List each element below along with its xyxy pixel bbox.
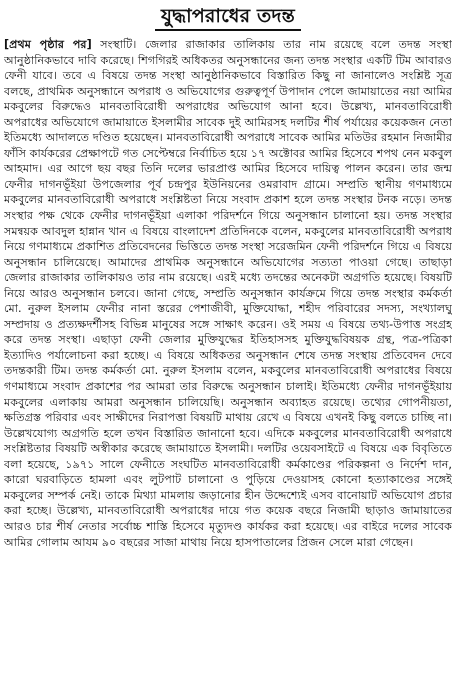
headline (4, 4, 452, 31)
article-body (4, 37, 452, 550)
news-clipping (4, 4, 452, 686)
headline-text: যুদ্ধাপরাধের তদন্ত (155, 4, 301, 31)
article-text: সংস্থাটি। জেলার রাজাকার তালিকায় তার নাম রয়েছে বলে তদন্ত সংস্থা আনুষ্ঠানিকভাবে দাবি করেছে। শিগগিরই অধিকতর অনুসন্ধানের জন্য তদন্ত সংস্থার একটি টিম আবারও ফেনী যাবে। তবে এ বিষয়ে তদন্ত সংস্থা আনুষ্ঠানিকভাবে বিস্তারিত কিছু না জানালেও সংশ্লিষ্ট সূত্র বলছে, প্রাথমিক অনুসন্ধানে অপরাধ ও অভিযোগের গুরুত্বপূর্ণ উপাদান পেলে জামায়াতের নয়া আমির মকবুলের বিরুদ্ধেও মানবতাবিরোধী অপরাধের অভিযোগ আনা হবে। উল্লেখ্য, মানবতাবিরোধী অপরাধের অভিযোগে জামায়াতে ইসলামীর সাবেক দুই আমিরসহ দলটির শীর্ষ পর্যায়ের কয়েকজন নেতা ইতিমধ্যে আদালতে দণ্ডিত হয়েছেন। মানবতাবিরোধী অপরাধে সাবেক আমির মতিউর রহমান নিজামীর ফাঁসি কার্যকরের প্রেক্ষাপটে গত সেপ্টেম্বরে নির্বাচিত হয়ে ১৭ অক্টোবর আমির হিসেবে শপথ নেন মকবুল আহমাদ। এর আগে ছয় বছর তিনি দলের ভারপ্রাপ্ত আমির হিসেবে দায়িত্ব পালন করেন। তার জন্ম ফেনীর দাগনভূঁইয়া উপজেলার পূর্ব চন্দ্রপুর ইউনিয়নের ওমরাবাদ গ্রামে। সম্প্রতি স্থানীয় গণমাধ্যমে মকবুলের মানবতাবিরোধী অপরাধে সংশ্লিষ্টতা নিয়ে সংবাদ প্রকাশ হলে তদন্ত সংস্থার টনক নড়ে। তদন্ত সংস্থার পক্ষ থেকে ফেনীর দাগনভূঁইয়া এলাকা পরিদর্শনে গিয়ে অনুসন্ধান চালানো হয়। তদন্ত সংস্থার সমন্বয়ক আবদুল হান্নান খান এ বিষয়ে বাংলাদেশ প্রতিদিনকে বলেন, মকবুলের মানবতাবিরোধী অপরাধ নিয়ে গণমাধ্যমে প্রকাশিত প্রতিবেদনের ভিত্তিতে তদন্ত সংস্থা সরেজমিন ফেনী পরিদর্শনে গিয়ে এ বিষয়ে অনুসন্ধান চালিয়েছে। আমাদের প্রাথমিক অনুসন্ধানে অভিযোগের সত্যতা পাওয়া গেছে। তাছাড়া জেলার রাজাকার তালিকায়ও তার নাম রয়েছে। এরই মধ্যে তদন্তের অনেকটা অগ্রগতি হয়েছে। বিষয়টি নিয়ে আরও অনুসন্ধান চলবে। জানা গেছে, সম্প্রতি অনুসন্ধান কার্যক্রমে গিয়ে তদন্ত সংস্থার কর্মকর্তা মো. নুরুল ইসলাম ফেনীর নানা স্তরের পেশাজীবী, মুক্তিযোদ্ধা, শহীদ পরিবারের সদস্য, সংখ্যালঘু সম্প্রদায় ও প্রত্যক্ষদর্শীসহ বিভিন্ন মানুষের সঙ্গে সাক্ষাৎ করেন। ওই সময় এ বিষয়ে তথ্য-উপাত্ত সংগ্রহ করে তদন্ত সংস্থা। এছাড়া ফেনী জেলার মুক্তিযুদ্ধের ইতিহাসসহ মুক্তিযুদ্ধবিষয়ক গ্রন্থ, পত্র-পত্রিকা ইত্যাদিও পর্যালোচনা করা হচ্ছে। এ বিষয়ে অধিকতর অনুসন্ধান শেষে তদন্ত সংস্থায় প্রতিবেদন দেবে তদন্তকারী টিম। তদন্ত কর্মকর্তা মো. নুরুল ইসলাম বলেন, মকবুলের মানবতাবিরোধী অপরাধের বিষয়ে গণমাধ্যমে সংবাদ প্রকাশের পর আমরা তার বিরুদ্ধে অনুসন্ধান চালাই। ইতিমধ্যে ফেনীর দাগনভূঁইয়ায় মকবুলের এলাকায় আমরা অনুসন্ধান চালিয়েছি। অনুসন্ধান অব্যাহত রয়েছে। তথ্যের গোপনীয়তা, ক্ষতিগ্রস্ত পরিবার এবং সাক্ষীদের নিরাপত্তা বিষয়টি মাথায় রেখে এ বিষয়ে এখনই কিছু বলতে চাচ্ছি না। উল্লেখযোগ্য অগ্রগতি হলে তখন বিস্তারিত জানানো হবে। এদিকে মকবুলের মানবতাবিরোধী অপরাধে সংশ্লিষ্টতার বিষয়টি অস্বীকার করেছে জামায়াতে ইসলামী। দলটির ওয়েবসাইটে এ বিষয়ে এক বিবৃতিতে বলা হয়েছে, ১৯৭১ সালে ফেনীতে সংঘটিত মানবতাবিরোধী কর্মকাণ্ডের পরিকল্পনা ও নির্দেশ দান, কারো ঘরবাড়িতে হামলা এবং লুটপাট চালানো ও পুড়িয়ে দেওয়াসহ কোনো হত্যাকাণ্ডের সঙ্গেই মকবুলের সম্পর্ক নেই। তাকে মিথ্যা মামলায় জড়ানোর হীন উদ্দেশ্যেই এসব বানোয়াট অভিযোগ প্রচার করা হচ্ছে। উল্লেখ্য, মানবতাবিরোধী অপরাধের দায়ে গত কয়েক বছরে নিজামী ছাড়াও জামায়াতের আরও চার শীর্ষ নেতার সর্বোচ্চ শাস্তি হিসেবে মৃত্যুদণ্ড কার্যকর করা হয়েছে। এর বাইরে দলের সাবেক আমির গোলাম আযম ৯০ বছরের সাজা মাথায় নিয়ে হাসপাতালের প্রিজন সেলে মারা গেছেন। (4, 38, 452, 549)
continuation-kicker: [প্রথম পৃষ্ঠার পর] (4, 38, 92, 51)
